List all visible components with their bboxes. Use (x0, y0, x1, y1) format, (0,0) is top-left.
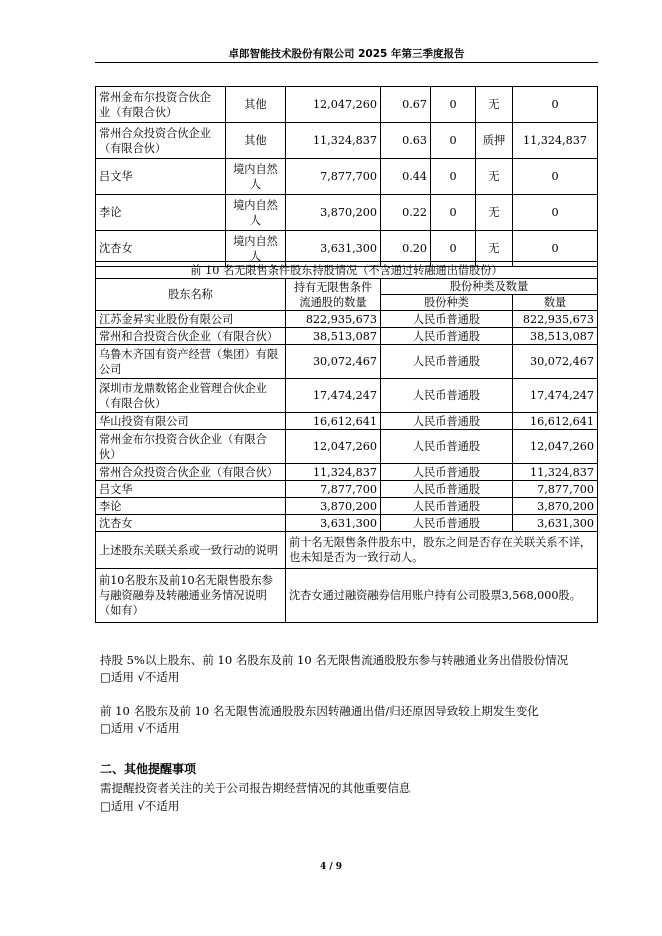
cell-type: 人民币普通股 (381, 345, 513, 379)
unrestricted-rows (96, 311, 598, 532)
note-1-options: □适用 √不适用 (100, 670, 180, 684)
top-shareholder-row (96, 159, 598, 195)
cell-name: 沈杏女 (96, 231, 226, 267)
cell-pledge-status: 无 (476, 195, 513, 231)
margin-text: 沈杏女通过融资融券信用账户持有公司股票3,568,000股。 (286, 569, 598, 623)
cell-nature: 境内自然人 (226, 231, 286, 267)
cell-count: 3,870,200 (513, 498, 598, 515)
unrestricted-shareholder-row (96, 464, 598, 481)
cell-nature: 境内自然人 (226, 159, 286, 195)
cell-count: 12,047,260 (513, 430, 598, 464)
cell-restricted: 0 (431, 195, 476, 231)
report-header-title: 卓郎智能技术股份有限公司 2025 年第三季度报告 (228, 48, 465, 60)
col-header-type: 股份种类 (381, 295, 513, 311)
cell-ratio: 0.20 (381, 231, 431, 267)
unrestricted-shareholder-row (96, 498, 598, 515)
cell-ratio: 0.22 (381, 195, 431, 231)
cell-type: 人民币普通股 (381, 481, 513, 498)
cell-ratio: 0.44 (381, 159, 431, 195)
cell-qty: 38,513,087 (286, 328, 381, 345)
cell-name: 吕文华 (96, 481, 286, 498)
table2-title: 前 10 名无限售条件股东持股情况（不含通过转融通出借股份） (96, 262, 598, 279)
cell-pledge-qty: 0 (513, 159, 598, 195)
section2-options: □适用 √不适用 (100, 799, 180, 813)
cell-pledge-qty: 0 (513, 231, 598, 267)
unrestricted-shareholder-row (96, 328, 598, 345)
cell-restricted: 0 (431, 231, 476, 267)
cell-type: 人民币普通股 (381, 328, 513, 345)
cell-type: 人民币普通股 (381, 515, 513, 532)
cell-count: 17,474,247 (513, 379, 598, 413)
col-header-qty: 持有无限售条件流通股的数量 (286, 279, 381, 311)
cell-qty: 7,877,700 (286, 481, 381, 498)
cell-nature: 其他 (226, 87, 286, 123)
cell-pledge-qty: 11,324,837 (513, 123, 598, 159)
cell-name: 李论 (96, 498, 286, 515)
unrestricted-shareholders-table (95, 261, 598, 623)
relation-label: 上述股东关联关系或一致行动的说明 (96, 532, 286, 569)
cell-shares: 3,631,300 (286, 231, 381, 267)
cell-ratio: 0.63 (381, 123, 431, 159)
col-header-name: 股东名称 (96, 279, 286, 311)
cell-type: 人民币普通股 (381, 413, 513, 430)
cell-qty: 3,870,200 (286, 498, 381, 515)
cell-shares: 12,047,260 (286, 87, 381, 123)
cell-shares: 3,870,200 (286, 195, 381, 231)
top-shareholder-row (96, 87, 598, 123)
cell-qty: 30,072,467 (286, 345, 381, 379)
cell-nature: 其他 (226, 123, 286, 159)
cell-pledge-status: 无 (476, 87, 513, 123)
top-shareholders-body (96, 87, 598, 267)
cell-pledge-qty: 0 (513, 195, 598, 231)
cell-pledge-qty: 0 (513, 87, 598, 123)
note-2-text: 前 10 名股东及前 10 名无限售流通股股东因转融通出借/归还原因导致较上期发生变化 (100, 704, 539, 718)
cell-qty: 11,324,837 (286, 464, 381, 481)
cell-restricted: 0 (431, 159, 476, 195)
cell-name: 常州金布尔投资合伙企业（有限合伙） (96, 87, 226, 123)
top-shareholders-table-continued (95, 86, 598, 267)
cell-name: 常州和合投资合伙企业（有限合伙） (96, 328, 286, 345)
cell-qty: 17,474,247 (286, 379, 381, 413)
cell-name: 乌鲁木齐国有资产经营（集团）有限公司 (96, 345, 286, 379)
unrestricted-shareholder-row (96, 345, 598, 379)
cell-shares: 11,324,837 (286, 123, 381, 159)
col-header-type-group: 股份种类及数量 (381, 279, 598, 295)
cell-pledge-status: 无 (476, 159, 513, 195)
header-divider (95, 62, 598, 63)
col-header-count: 数量 (513, 295, 598, 311)
cell-count: 30,072,467 (513, 345, 598, 379)
page-number: 4 / 9 (319, 862, 343, 872)
unrestricted-shareholder-row (96, 515, 598, 532)
unrestricted-shareholder-row (96, 430, 598, 464)
cell-name: 深圳市龙鼎数铭企业管理合伙企业（有限合伙） (96, 379, 286, 413)
cell-count: 822,935,673 (513, 311, 598, 328)
cell-name: 沈杏女 (96, 515, 286, 532)
cell-count: 7,877,700 (513, 481, 598, 498)
unrestricted-shareholder-row (96, 379, 598, 413)
cell-qty: 12,047,260 (286, 430, 381, 464)
note-1-text: 持股 5%以上股东、前 10 名股东及前 10 名无限售流通股股东参与转融通业务出借股份情况 (100, 653, 569, 667)
cell-qty: 16,612,641 (286, 413, 381, 430)
unrestricted-shareholder-row (96, 413, 598, 430)
cell-type: 人民币普通股 (381, 498, 513, 515)
cell-pledge-status: 质押 (476, 123, 513, 159)
cell-count: 11,324,837 (513, 464, 598, 481)
cell-shares: 7,877,700 (286, 159, 381, 195)
cell-type: 人民币普通股 (381, 311, 513, 328)
note-2-options: □适用 √不适用 (100, 721, 180, 735)
cell-type: 人民币普通股 (381, 464, 513, 481)
section2-heading: 二、其他提醒事项 (100, 762, 197, 776)
top-shareholder-row (96, 195, 598, 231)
cell-restricted: 0 (431, 123, 476, 159)
cell-count: 38,513,087 (513, 328, 598, 345)
cell-count: 16,612,641 (513, 413, 598, 430)
unrestricted-shareholder-row (96, 311, 598, 328)
cell-restricted: 0 (431, 87, 476, 123)
cell-type: 人民币普通股 (381, 379, 513, 413)
unrestricted-shareholder-row (96, 481, 598, 498)
cell-nature: 境内自然人 (226, 195, 286, 231)
cell-name: 常州金布尔投资合伙企业（有限合伙） (96, 430, 286, 464)
cell-qty: 3,631,300 (286, 515, 381, 532)
cell-pledge-status: 无 (476, 231, 513, 267)
cell-qty: 822,935,673 (286, 311, 381, 328)
cell-name: 常州合众投资合伙企业（有限合伙） (96, 464, 286, 481)
cell-name: 吕文华 (96, 159, 226, 195)
top-shareholder-row (96, 123, 598, 159)
cell-name: 江苏金昇实业股份有限公司 (96, 311, 286, 328)
cell-ratio: 0.67 (381, 87, 431, 123)
cell-name: 李论 (96, 195, 226, 231)
cell-type: 人民币普通股 (381, 430, 513, 464)
relation-text: 前十名无限售条件股东中，股东之间是否存在关联关系不详，也未知是否为一致行动人。 (286, 532, 598, 569)
cell-name: 常州合众投资合伙企业（有限合伙） (96, 123, 226, 159)
cell-name: 华山投资有限公司 (96, 413, 286, 430)
section2-text: 需提醒投资者关注的关于公司报告期经营情况的其他重要信息 (100, 781, 411, 795)
cell-count: 3,631,300 (513, 515, 598, 532)
margin-label: 前10名股东及前10名无限售股东参与融资融券及转融通业务情况说明（如有） (96, 569, 286, 623)
